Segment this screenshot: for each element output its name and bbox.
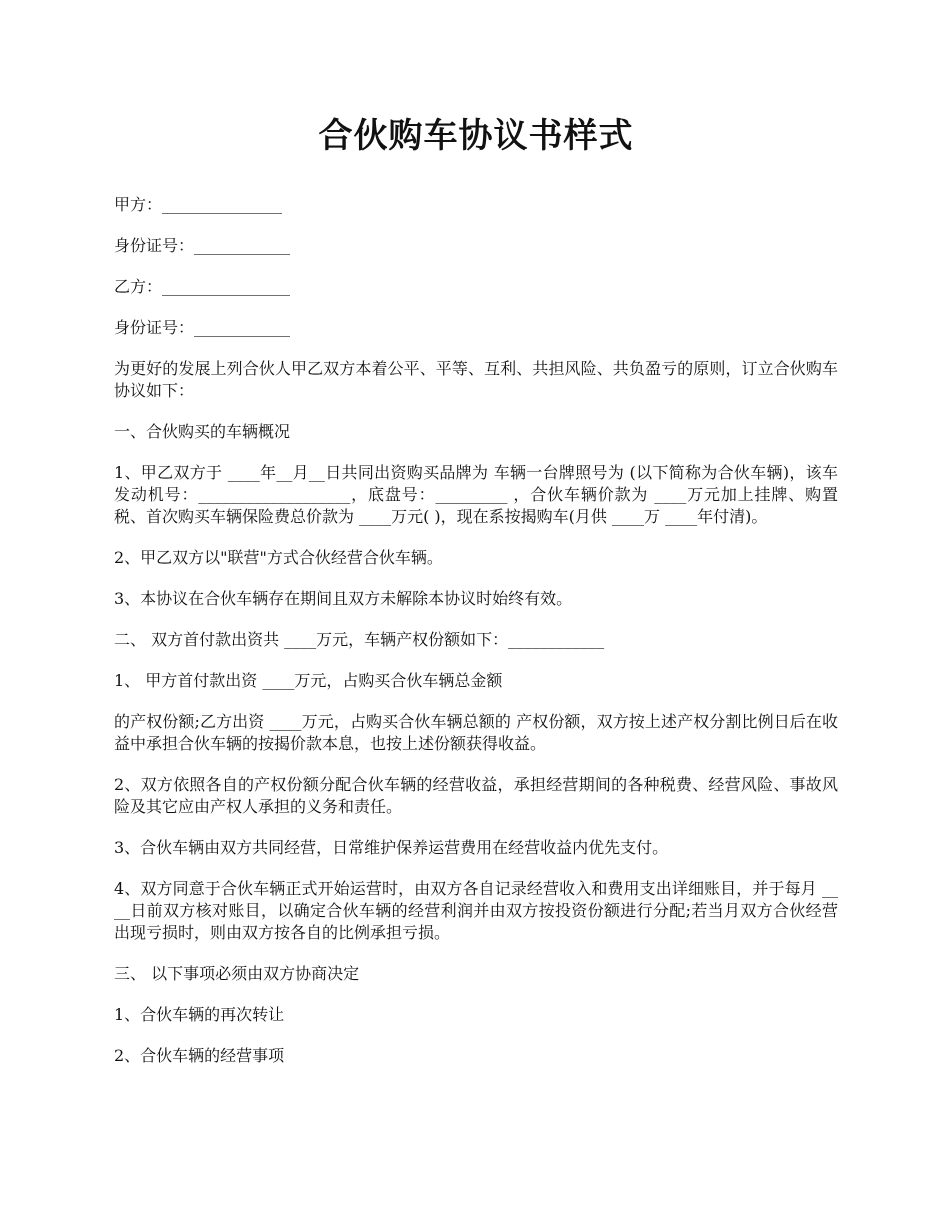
clause-2-1-continued: 的产权份额;乙方出资 ____万元，占购买合伙车辆总额的 产权份额，双方按上述产权分割比例日后在收益中承担合伙车辆的按揭价款本息，也按上述份额获得收益。: [114, 712, 838, 753]
document-page: [114, 108, 838, 1086]
clause-2-3: 3、合伙车辆由双方共同经营，日常维护保养运营费用在经营收益内优先支付。: [114, 838, 669, 857]
clause-1-2: 2、甲乙双方以"联营"方式合伙经营合伙车辆。: [114, 548, 443, 567]
preamble-paragraph: 为更好的发展上列合伙人甲乙双方本着公平、平等、互利、共担风险、共负盈亏的原则，订立合伙购车协议如下：: [114, 359, 838, 400]
party-a-id-line: 身份证号：____________: [114, 236, 291, 255]
clause-3-1: 1、合伙车辆的再次转让: [114, 1005, 285, 1024]
section-1-heading: 一、合伙购买的车辆概况: [114, 422, 291, 441]
section-3-heading: 三、 以下事项必须由双方协商决定: [114, 964, 360, 983]
party-b-line: 乙方：________________: [114, 277, 291, 296]
section-2-heading: 二、 双方首付款出资共 ____万元，车辆产权份额如下：____________: [114, 630, 605, 649]
document-title: 合伙购车协议书样式: [318, 116, 634, 156]
party-a-line: 甲方：_______________: [114, 195, 283, 214]
clause-2-2: 2、双方依照各自的产权份额分配合伙车辆的经营收益，承担经营期间的各种税费、经营风险、事故风险及其它应由产权人承担的义务和责任。: [114, 775, 838, 816]
clause-2-4: 4、双方同意于合伙车辆正式开始运营时，由双方各自记录经营收入和费用支出详细账目，并于每月 ____日前双方核对账目，以确定合伙车辆的经营利润并由双方按投资份额进行分配;若当月双方合伙经营出现亏损时，则由双方按各自的比例承担亏损。: [114, 879, 838, 942]
party-b-id-line: 身份证号：____________: [114, 318, 291, 337]
clause-1-1: 1、甲乙双方于 ____年__月__日共同出资购买品牌为 车辆一台牌照号为 (以下简称为合伙车辆)，该车发动机号：___________________，底盘号：_________ ，合伙车辆价款为 ____万元加上挂牌、购置税、首次购买车辆保险费总价款为 ____万元( )，现在系按揭购车(月供 ____万 ____年付清)。: [114, 463, 838, 526]
clause-2-1: 1、 甲方首付款出资 ____万元，占购买合伙车辆总金额: [114, 671, 503, 690]
clause-1-3: 3、本协议在合伙车辆存在期间且双方未解除本协议时始终有效。: [114, 589, 573, 608]
clause-3-2: 2、合伙车辆的经营事项: [114, 1046, 285, 1065]
